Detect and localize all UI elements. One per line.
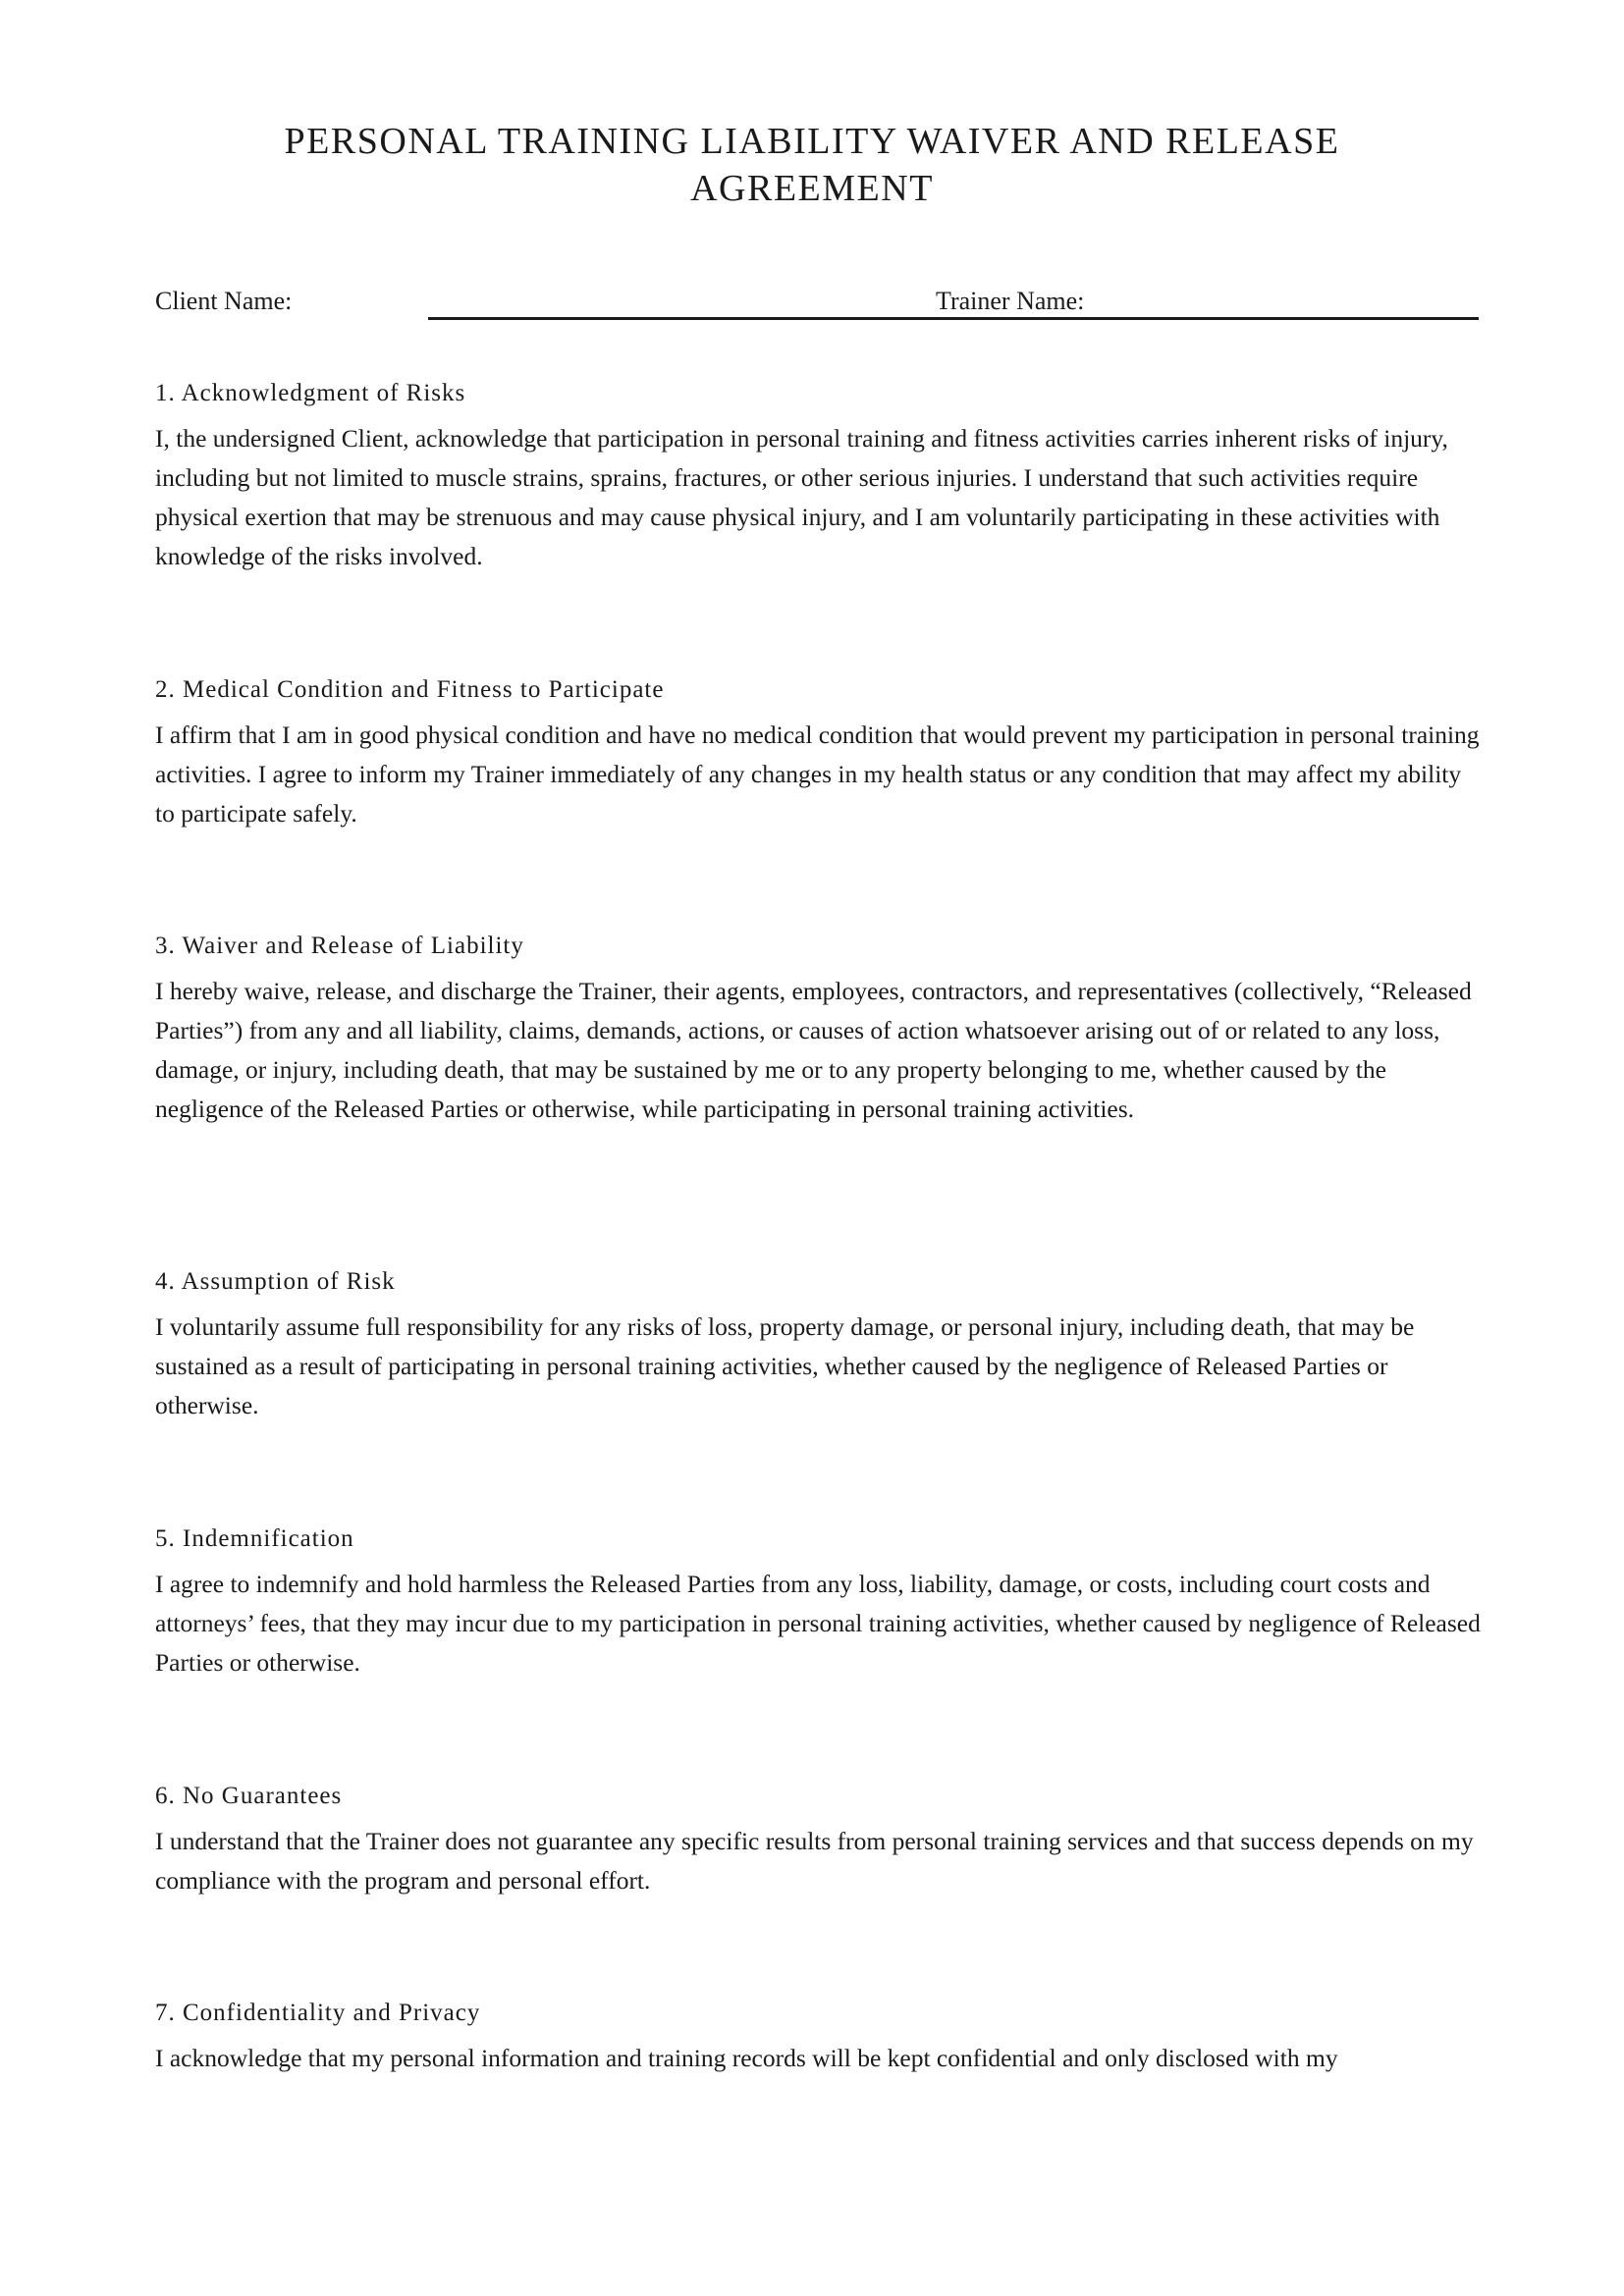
section-body: I hereby waive, release, and discharge the Trainer, their agents, employees, contractors, and representatives (collectively, “Released Parties”) from any and all liability, claims, demands, actions, or causes of action whatsoever arising out of or related to any loss, damage, or injury, including death, that may be sustained by me or to any property belonging to me, whether caused by the negligence of the Released Parties or otherwise, while participating in personal training activities. bbox=[155, 977, 1472, 1123]
section-medical-condition bbox=[155, 672, 1481, 833]
section-body: I affirm that I am in good physical condition and have no medical condition that would prevent my participation in personal training activities. I agree to inform my Trainer immediately of any changes in my health status or any condition that may affect my ability to participate safely. bbox=[155, 721, 1480, 828]
document-title: PERSONAL TRAINING LIABILITY WAIVER AND RELEASE AGREEMENT bbox=[284, 121, 1340, 209]
section-confidentiality-and-privacy bbox=[155, 1996, 1481, 2078]
section-waiver-and-release bbox=[155, 929, 1481, 1129]
client-name-label: Client Name: bbox=[155, 287, 293, 315]
section-heading: 4. Assumption of Risk bbox=[155, 1268, 396, 1295]
section-heading: 7. Confidentiality and Privacy bbox=[155, 2000, 481, 2026]
section-heading: 1. Acknowledgment of Risks bbox=[155, 380, 466, 406]
section-heading: 6. No Guarantees bbox=[155, 1783, 343, 1809]
name-fields-row bbox=[155, 285, 1479, 324]
section-body: I, the undersigned Client, acknowledge that participation in personal training and fitness activities carries inherent risks of injury, including but not limited to muscle strains, sprains, fractures, or other serious injuries. I understand that such activities require physical exertion that may be strenuous and may cause physical injury, and I am voluntarily participating in these activities with knowledge of the risks involved. bbox=[155, 424, 1448, 570]
section-acknowledgment-of-risks bbox=[155, 376, 1481, 576]
section-heading: 3. Waiver and Release of Liability bbox=[155, 933, 524, 959]
section-heading: 2. Medical Condition and Fitness to Participate bbox=[155, 676, 665, 703]
section-body: I understand that the Trainer does not guarantee any specific results from personal training services and that success depends on my compliance with the program and personal effort. bbox=[155, 1827, 1474, 1895]
section-body: I voluntarily assume full responsibility for any risks of loss, property damage, or personal injury, including death, that may be sustained as a result of participating in personal training activities, whether caused by the negligence of Released Parties or otherwise. bbox=[155, 1312, 1415, 1419]
section-no-guarantees bbox=[155, 1779, 1481, 1900]
section-assumption-of-risk bbox=[155, 1264, 1481, 1425]
section-body: I acknowledge that my personal information and training records will be kept confidential and only disclosed with my bbox=[155, 2044, 1338, 2072]
section-heading: 5. Indemnification bbox=[155, 1525, 354, 1552]
section-indemnification bbox=[155, 1522, 1481, 1682]
section-body: I agree to indemnify and hold harmless the Released Parties from any loss, liability, damage, or costs, including court costs and attorneys’ fees, that they may incur due to my participation in personal training activities, whether caused by negligence of Released Parties or otherwise. bbox=[155, 1570, 1481, 1677]
trainer-name-label: Trainer Name: bbox=[936, 287, 1085, 315]
